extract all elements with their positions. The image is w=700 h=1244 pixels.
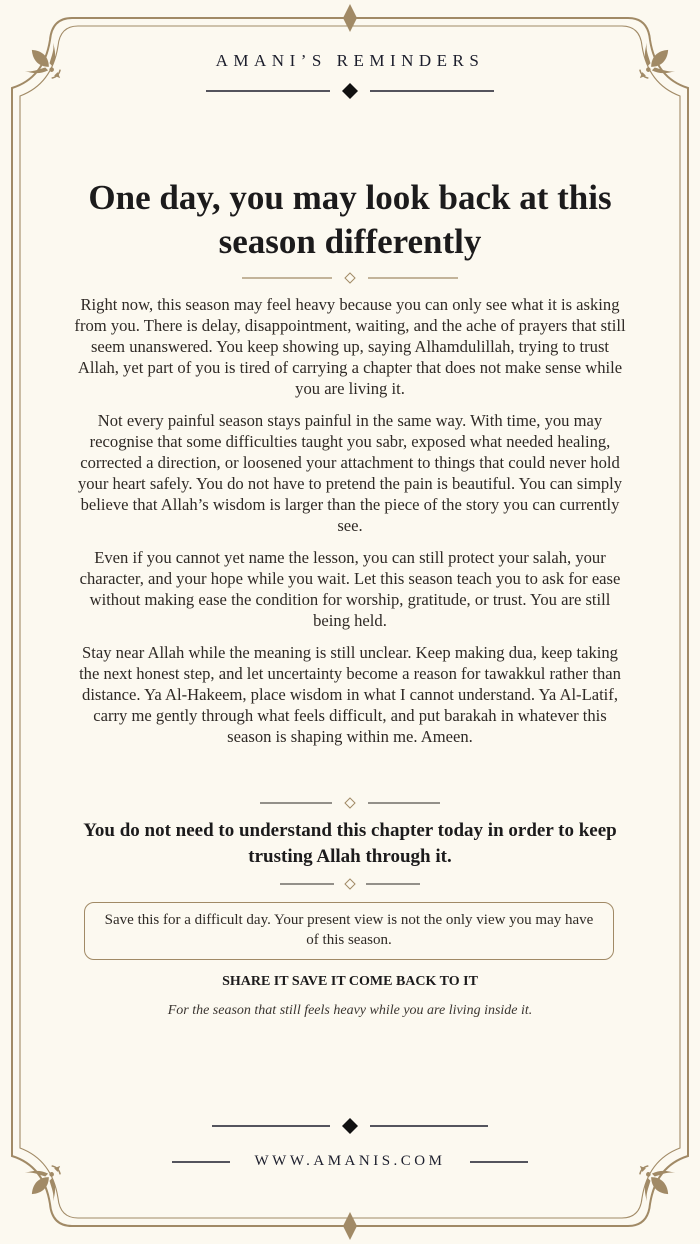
share-line: SHARE IT SAVE IT COME BACK TO IT (222, 974, 478, 989)
body-paragraph-1: Right now, this season may feel heavy because you can only see what it is asking from you. There is delay, disappointment, waiting, and the ache of prayers that still seem unanswered. You keep showing up, saying Alhamdulillah, trying to trust Allah, yet part of you is tired of carrying a chapter that does not make sense while you are living it. (74, 295, 626, 398)
season-line: For the season that still feels heavy while you are living inside it. (167, 1003, 533, 1018)
website-link[interactable]: WWW.AMANIS.COM (254, 1153, 446, 1169)
brand-title: AMANI’S REMINDERS (215, 51, 485, 70)
save-note-box (84, 902, 614, 960)
body-paragraph-3: Even if you cannot yet name the lesson, you can still protect your salah, your character, and your hope while you wait. Let this season teach you to ask for ease without making ease the condition for worship, gratitude, or trust. You are still being held. (79, 548, 621, 630)
page-title: One day, you may look back at this season differently (88, 178, 612, 261)
callout-text: You do not need to understand this chapter today in order to keep trusting Allah through it. (83, 820, 617, 867)
body-paragraph-2: Not every painful season stays painful in the same way. With time, you may recognise that some difficulties taught you sabr, exposed what needed healing, corrected a direction, or loosened your attachment to things that could never hold your heart safely. You do not have to pretend the pain is beautiful. You can simply believe that Allah’s wisdom is larger than the piece of the story you can currently see. (77, 411, 623, 535)
save-note-text: Save this for a difficult day. Your present view is not the only view you may have of this season. (104, 912, 594, 948)
article-body (72, 294, 628, 758)
body-paragraph-4: Stay near Allah while the meaning is still unclear. Keep making dua, keep taking the next honest step, and let uncertainty become a reason for tawakkul rather than distance. Ya Al-Hakeem, place wisdom in what I cannot understand. Ya Al-Latif, carry me gently through what feels difficult, and put barakah in whatever this season is shaping within me. Ameen. (79, 643, 621, 746)
